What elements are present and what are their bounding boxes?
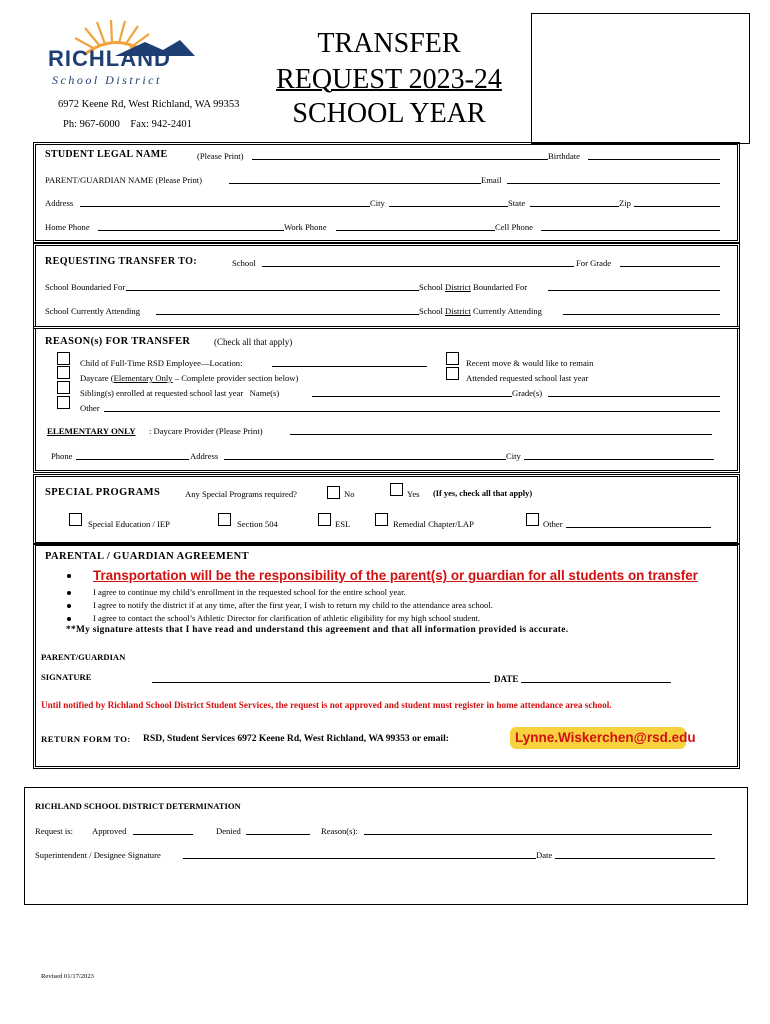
- special-no-label: No: [344, 489, 355, 499]
- district-boundaried-prefix: School: [419, 282, 446, 292]
- special-yes-label: Yes: [407, 489, 420, 499]
- sibling-checkbox[interactable]: [57, 381, 70, 394]
- provider-phone-field[interactable]: [76, 459, 189, 460]
- state-field[interactable]: [530, 206, 619, 207]
- district-phone-fax: Ph: 967-6000 Fax: 942-2401: [63, 119, 192, 130]
- provider-address-field[interactable]: [224, 459, 506, 460]
- birthdate-field[interactable]: [588, 159, 720, 160]
- provider-phone-label: Phone: [51, 451, 73, 461]
- parent-signature-field[interactable]: [152, 682, 490, 683]
- special-no-checkbox[interactable]: [327, 486, 340, 499]
- employee-child-checkbox[interactable]: [57, 352, 70, 365]
- approval-notice: Until notified by Richland School District Student Services, the request is not approved and student must register in home attendance area school.: [41, 700, 612, 710]
- special-programs-question: Any Special Programs required?: [185, 489, 297, 499]
- attended-checkbox[interactable]: [446, 367, 459, 380]
- approved-label: Approved: [92, 826, 127, 836]
- logo-subtitle: School District: [52, 73, 162, 87]
- esl-checkbox[interactable]: [318, 513, 331, 526]
- employee-location-field[interactable]: [272, 366, 427, 367]
- determination-reasons-field[interactable]: [364, 834, 712, 835]
- bullet-dot: [67, 604, 71, 608]
- return-form-address: RSD, Student Services 6972 Keene Rd, West Richland, WA 99353 or email:: [143, 733, 449, 744]
- requesting-transfer-label: REQUESTING TRANSFER TO:: [45, 256, 198, 267]
- email-field[interactable]: [507, 183, 720, 184]
- agreement-bullet-2: I agree to notify the district if at any time, after the first year, I wish to return my child to the attendance area school.: [93, 600, 493, 610]
- sibling-grades-label: Grade(s): [512, 388, 543, 398]
- bullet-dot: [67, 617, 71, 621]
- address-field[interactable]: [80, 206, 370, 207]
- special-programs-section: [33, 474, 740, 545]
- reasons-hint: (Check all that apply): [214, 337, 293, 347]
- elementary-only-label: ELEMENTARY ONLY: [47, 426, 136, 436]
- bullet-dot: [67, 574, 71, 578]
- school-currently-attending-label: School Currently Attending: [45, 306, 141, 316]
- special-programs-label: SPECIAL PROGRAMS: [45, 487, 161, 498]
- form-title-line-2: REQUEST 2023-24: [276, 64, 502, 95]
- district-word-2: District: [445, 306, 471, 316]
- determination-reasons-label: Reason(s):: [321, 826, 358, 836]
- home-phone-label: Home Phone: [45, 222, 90, 232]
- special-yes-checkbox[interactable]: [390, 483, 403, 496]
- zip-label: Zip: [619, 198, 631, 208]
- special-other-field[interactable]: [566, 527, 711, 528]
- student-name-field[interactable]: [252, 159, 548, 160]
- provider-city-field[interactable]: [524, 459, 714, 460]
- agreement-bullet-3: I agree to contact the school’s Athletic Director for clarification of athletic eligibility for my high school student.: [93, 613, 481, 623]
- home-phone-field[interactable]: [98, 230, 284, 231]
- logo-wordmark: RICHLAND: [48, 46, 171, 71]
- request-is-label: Request is:: [35, 826, 73, 836]
- district-attending-prefix: School: [419, 306, 446, 316]
- special-yes-hint: (If yes, check all that apply): [433, 489, 533, 498]
- office-use-stamp-box: [531, 13, 750, 144]
- reasons-section: [33, 326, 740, 473]
- email-label: Email: [481, 175, 502, 185]
- requested-school-label: School: [232, 258, 256, 268]
- cell-phone-label: Cell Phone: [495, 222, 533, 232]
- school-boundaried-label: School Boundaried For: [45, 282, 126, 292]
- city-field[interactable]: [389, 206, 508, 207]
- work-phone-field[interactable]: [336, 230, 495, 231]
- cell-phone-field[interactable]: [541, 230, 720, 231]
- revision-date: Revised 01/17/2023: [41, 973, 94, 980]
- district-boundaried-suffix: Boundaried For: [470, 282, 528, 292]
- denied-label: Denied: [216, 826, 241, 836]
- for-grade-field[interactable]: [620, 266, 720, 267]
- parent-name-label: PARENT/GUARDIAN NAME (Please Print): [45, 175, 202, 185]
- parent-guardian-label: PARENT/GUARDIAN: [41, 652, 126, 662]
- form-title-line-1: TRANSFER: [317, 28, 461, 59]
- school-boundaried-field[interactable]: [126, 290, 419, 291]
- reasons-label: REASON(s) FOR TRANSFER: [45, 336, 191, 347]
- reason-other: Other: [80, 403, 100, 413]
- superintendent-signature-field[interactable]: [183, 858, 536, 859]
- signature-attestation: **My signature attests that I have read and understand this agreement and that all information provided is accurate.: [66, 625, 569, 635]
- agreement-bullet-1: I agree to continue my child’s enrollment in the requested school for the entire school year.: [93, 587, 406, 597]
- student-legal-name-label: STUDENT LEGAL NAME: [45, 149, 168, 160]
- daycare-provider-field[interactable]: [290, 434, 712, 435]
- requested-school-field[interactable]: [262, 266, 574, 267]
- agreement-label: PARENTAL / GUARDIAN AGREEMENT: [45, 551, 250, 562]
- district-boundaried-field[interactable]: [548, 290, 720, 291]
- reason-employee-child: Child of Full-Time RSD Employee—Location:: [80, 358, 243, 368]
- sped-iep-label: Special Education / IEP: [88, 519, 170, 529]
- work-phone-label: Work Phone: [284, 222, 327, 232]
- return-email-link[interactable]: Lynne.Wiskerchen@rsd.edu: [515, 730, 696, 745]
- esl-label: ESL: [335, 519, 351, 529]
- reason-sibling: Sibling(s) enrolled at requested school last year Name(s): [80, 388, 280, 398]
- sibling-grades-field[interactable]: [548, 396, 720, 397]
- signature-label: SIGNATURE: [41, 672, 92, 682]
- recent-move-checkbox[interactable]: [446, 352, 459, 365]
- approved-field[interactable]: [133, 834, 193, 835]
- form-title-line-3: SCHOOL YEAR: [292, 98, 486, 129]
- for-grade-label: For Grade: [576, 258, 612, 268]
- sibling-names-field[interactable]: [312, 396, 512, 397]
- section-504-checkbox[interactable]: [218, 513, 231, 526]
- zip-field[interactable]: [634, 206, 720, 207]
- district-attending-suffix: Currently Attending: [470, 306, 542, 316]
- district-currently-attending-label: [419, 305, 542, 317]
- sped-iep-checkbox[interactable]: [69, 513, 82, 526]
- student-name-hint: (Please Print): [197, 151, 244, 161]
- reason-attended: Attended requested school last year: [466, 373, 589, 383]
- bullet-dot: [67, 591, 71, 595]
- city-label: City: [370, 198, 385, 208]
- district-boundaried-label: [419, 281, 527, 293]
- determination-label: RICHLAND SCHOOL DISTRICT DETERMINATION: [35, 801, 241, 811]
- special-other-label: Other: [543, 519, 563, 529]
- provider-city-label: City: [506, 451, 521, 461]
- daycare-checkbox[interactable]: [57, 366, 70, 379]
- district-word: District: [445, 282, 471, 292]
- superintendent-signature-label: Superintendent / Designee Signature: [35, 850, 161, 860]
- reason-recent-move: Recent move & would like to remain: [466, 358, 594, 368]
- reason-daycare: [80, 372, 298, 384]
- district-address: 6972 Keene Rd, West Richland, WA 99353: [58, 99, 240, 110]
- birthdate-label: Birthdate: [548, 151, 580, 161]
- section-504-label: Section 504: [237, 519, 278, 529]
- signature-date-field[interactable]: [521, 682, 671, 683]
- address-label: Address: [45, 198, 74, 208]
- special-other-checkbox[interactable]: [526, 513, 539, 526]
- daycare-elementary-only: Elementary Only: [113, 373, 173, 383]
- state-label: State: [508, 198, 526, 208]
- daycare-prefix: Daycare (: [80, 373, 114, 383]
- determination-date-label: Date: [536, 850, 553, 860]
- daycare-suffix: – Complete provider section below): [172, 373, 299, 383]
- remedial-lap-checkbox[interactable]: [375, 513, 388, 526]
- remedial-lap-label: Remedial Chapter/LAP: [393, 519, 474, 529]
- other-reason-field[interactable]: [104, 411, 720, 412]
- denied-field[interactable]: [246, 834, 310, 835]
- return-form-label: RETURN FORM TO:: [41, 734, 131, 744]
- district-currently-attending-field[interactable]: [563, 314, 720, 315]
- other-reason-checkbox[interactable]: [57, 396, 70, 409]
- district-logo: [45, 18, 205, 90]
- determination-date-field[interactable]: [555, 858, 715, 859]
- transportation-notice: Transportation will be the responsibility of the parent(s) or guardian for all students on transfer: [93, 568, 698, 583]
- parent-name-field[interactable]: [229, 183, 481, 184]
- provider-address-label: Address: [190, 451, 219, 461]
- signature-date-label: DATE: [494, 674, 519, 684]
- daycare-provider-label: : Daycare Provider (Please Print): [149, 426, 263, 436]
- school-currently-attending-field[interactable]: [156, 314, 419, 315]
